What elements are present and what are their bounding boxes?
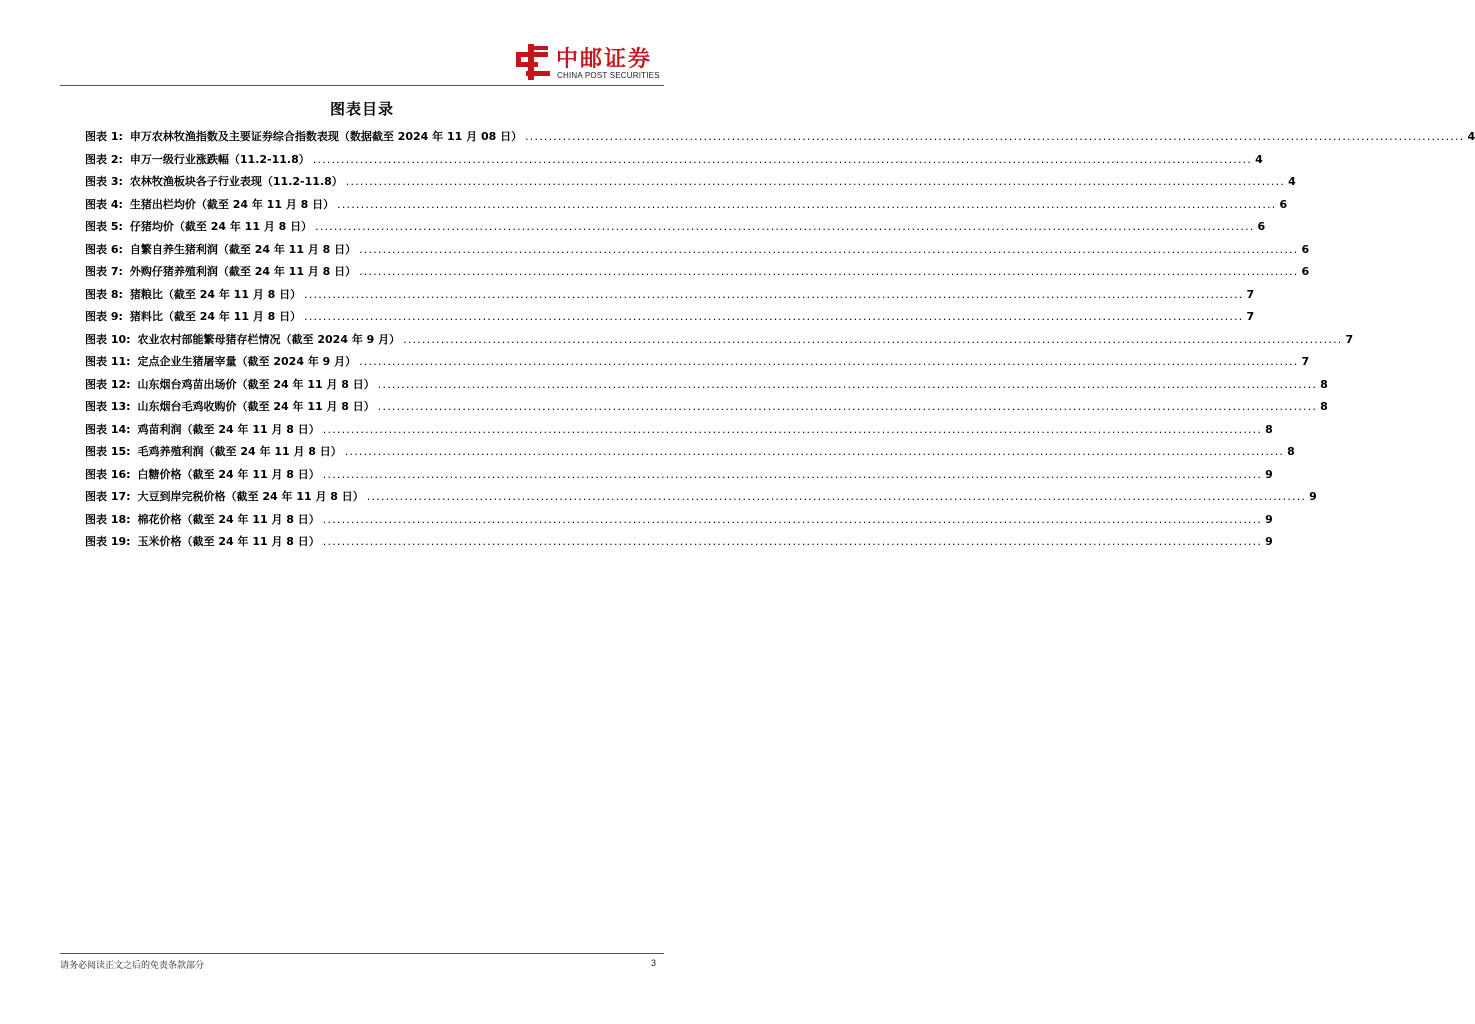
toc-entry-title: 生猪出栏均价（截至 24 年 11 月 8 日）	[129, 197, 335, 211]
toc-entry[interactable]	[85, 353, 1310, 376]
toc-leader-dots: ........................................................................................................................................................................................................	[359, 265, 1299, 278]
toc-entry-title: 棉花价格（截至 24 年 11 月 8 日）	[137, 512, 320, 526]
toc-entry-title: 定点企业生猪屠宰量（截至 2024 年 9 月）	[137, 355, 357, 368]
logo-english-name: CHINA POST SECURITIES	[557, 71, 660, 80]
toc-entry-label: 图表 1:	[85, 130, 123, 143]
toc-entry-label: 图表 11:	[85, 355, 131, 368]
toc-entry[interactable]	[85, 466, 1273, 489]
toc-entry[interactable]	[85, 128, 1475, 151]
toc-entry[interactable]	[85, 421, 1273, 444]
toc-entry-label: 图表 12:	[85, 377, 131, 391]
toc-leader-dots: ........................................................................................................................................................................................................	[366, 490, 1307, 503]
company-logo	[512, 42, 672, 82]
toc-leader-dots: ........................................................................................................................................................................................................	[359, 242, 1299, 256]
toc-entry-title: 申万一级行业涨跌幅（11.2-11.8）	[129, 152, 310, 166]
toc-entry-label: 图表 17:	[85, 490, 131, 503]
toc-entry-label: 图表 7:	[85, 265, 123, 278]
toc-entry[interactable]	[85, 331, 1354, 354]
toc-entry-page: 4	[1467, 130, 1475, 143]
toc-entry-title: 毛鸡养殖利润（截至 24 年 11 月 8 日）	[137, 445, 342, 458]
toc-leader-dots: ........................................................................................................................................................................................................	[337, 197, 1277, 211]
toc-entry[interactable]	[85, 533, 1273, 556]
toc-entry-page: 7	[1246, 287, 1255, 301]
toc-leader-dots: ........................................................................................................................................................................................................	[322, 467, 1263, 481]
page-number: 3	[650, 958, 656, 968]
toc-entry[interactable]	[85, 263, 1310, 286]
table-of-figures	[85, 128, 1475, 556]
toc-entry-page: 8	[1320, 400, 1328, 413]
toc-entry-label: 图表 5:	[85, 220, 123, 233]
toc-entry-label: 图表 19:	[85, 535, 131, 548]
toc-leader-dots: ........................................................................................................................................................................................................	[403, 332, 1343, 346]
toc-leader-dots: ........................................................................................................................................................................................................	[322, 422, 1263, 436]
toc-entry[interactable]	[85, 218, 1266, 241]
toc-entry-page: 6	[1257, 220, 1266, 233]
toc-entry-title: 猪料比（截至 24 年 11 月 8 日）	[129, 310, 302, 323]
toc-entry-label: 图表 16:	[85, 467, 131, 481]
toc-entry-label: 图表 10:	[85, 332, 131, 346]
logo-mark-icon	[512, 42, 552, 82]
toc-entry[interactable]	[85, 286, 1255, 309]
toc-entry-label: 图表 14:	[85, 422, 131, 436]
toc-leader-dots: ........................................................................................................................................................................................................	[304, 287, 1244, 301]
toc-entry-label: 图表 13:	[85, 400, 131, 413]
toc-entry[interactable]	[85, 196, 1288, 219]
toc-leader-dots: ........................................................................................................................................................................................................	[359, 355, 1299, 368]
footer-divider	[60, 953, 664, 954]
toc-leader-dots: ........................................................................................................................................................................................................	[377, 400, 1318, 413]
toc-entry-page: 6	[1301, 265, 1310, 278]
toc-entry-title: 农林牧渔板块各子行业表现（11.2-11.8）	[129, 175, 343, 188]
toc-entry-label: 图表 3:	[85, 175, 123, 188]
toc-entry-label: 图表 15:	[85, 445, 131, 458]
toc-entry-page: 8	[1265, 422, 1273, 436]
toc-entry[interactable]	[85, 376, 1328, 399]
toc-leader-dots: ........................................................................................................................................................................................................	[304, 310, 1244, 323]
toc-entry-page: 7	[1246, 310, 1255, 323]
toc-entry[interactable]	[85, 443, 1295, 466]
toc-entry-title: 山东烟台毛鸡收购价（截至 24 年 11 月 8 日）	[137, 400, 375, 413]
header-divider	[60, 85, 664, 86]
toc-entry[interactable]	[85, 398, 1328, 421]
toc-entry-title: 申万农林牧渔指数及主要证券综合指数表现（数据截至 2024 年 11 月 08 日）	[129, 130, 523, 143]
toc-entry[interactable]	[85, 173, 1296, 196]
toc-entry-label: 图表 2:	[85, 152, 123, 166]
toc-leader-dots: ........................................................................................................................................................................................................	[312, 152, 1253, 166]
toc-entry-page: 6	[1301, 242, 1310, 256]
toc-entry-label: 图表 9:	[85, 310, 123, 323]
toc-entry-title: 玉米价格（截至 24 年 11 月 8 日）	[137, 535, 320, 548]
toc-entry-page: 6	[1279, 197, 1288, 211]
toc-leader-dots: ........................................................................................................................................................................................................	[315, 220, 1255, 233]
toc-entry[interactable]	[85, 151, 1263, 174]
toc-leader-dots: ........................................................................................................................................................................................................	[525, 130, 1465, 143]
toc-entry-page: 8	[1287, 445, 1295, 458]
toc-entry[interactable]	[85, 308, 1255, 331]
toc-leader-dots: ........................................................................................................................................................................................................	[345, 175, 1286, 188]
toc-entry-label: 图表 18:	[85, 512, 131, 526]
toc-leader-dots: ........................................................................................................................................................................................................	[322, 512, 1263, 526]
toc-entry-title: 农业农村部能繁母猪存栏情况（截至 2024 年 9 月）	[137, 332, 401, 346]
toc-entry[interactable]	[85, 241, 1310, 264]
logo-chinese-name: 中邮证券	[556, 47, 653, 72]
toc-entry-title: 大豆到岸完税价格（截至 24 年 11 月 8 日）	[137, 490, 364, 503]
toc-entry-title: 鸡苗利润（截至 24 年 11 月 8 日）	[137, 422, 320, 436]
toc-leader-dots: ........................................................................................................................................................................................................	[377, 377, 1318, 391]
toc-entry-title: 仔猪均价（截至 24 年 11 月 8 日）	[129, 220, 313, 233]
toc-entry-page: 8	[1320, 377, 1328, 391]
toc-entry-title: 外购仔猪养殖利润（截至 24 年 11 月 8 日）	[129, 265, 357, 278]
toc-entry[interactable]	[85, 488, 1317, 511]
toc-entry-label: 图表 4:	[85, 197, 123, 211]
footer-disclaimer: 请务必阅读正文之后的免责条款部分	[60, 961, 205, 971]
toc-entry-label: 图表 6:	[85, 242, 123, 256]
toc-entry-title: 自繁自养生猪利润（截至 24 年 11 月 8 日）	[129, 242, 357, 256]
toc-entry-page: 4	[1255, 152, 1263, 166]
toc-entry[interactable]	[85, 511, 1273, 534]
toc-entry-title: 白糖价格（截至 24 年 11 月 8 日）	[137, 467, 320, 481]
toc-entry-page: 9	[1265, 535, 1273, 548]
toc-entry-page: 4	[1288, 175, 1296, 188]
toc-entry-label: 图表 8:	[85, 287, 123, 301]
page-title: 图表目录	[329, 100, 394, 118]
toc-leader-dots: ........................................................................................................................................................................................................	[322, 535, 1263, 548]
toc-entry-title: 山东烟台鸡苗出场价（截至 24 年 11 月 8 日）	[137, 377, 375, 391]
toc-entry-page: 7	[1345, 332, 1354, 346]
toc-entry-page: 9	[1265, 467, 1273, 481]
toc-leader-dots: ........................................................................................................................................................................................................	[344, 445, 1285, 458]
toc-entry-page: 9	[1265, 512, 1273, 526]
toc-entry-title: 猪粮比（截至 24 年 11 月 8 日）	[129, 287, 302, 301]
toc-entry-page: 9	[1309, 490, 1317, 503]
toc-entry-page: 7	[1301, 355, 1310, 368]
